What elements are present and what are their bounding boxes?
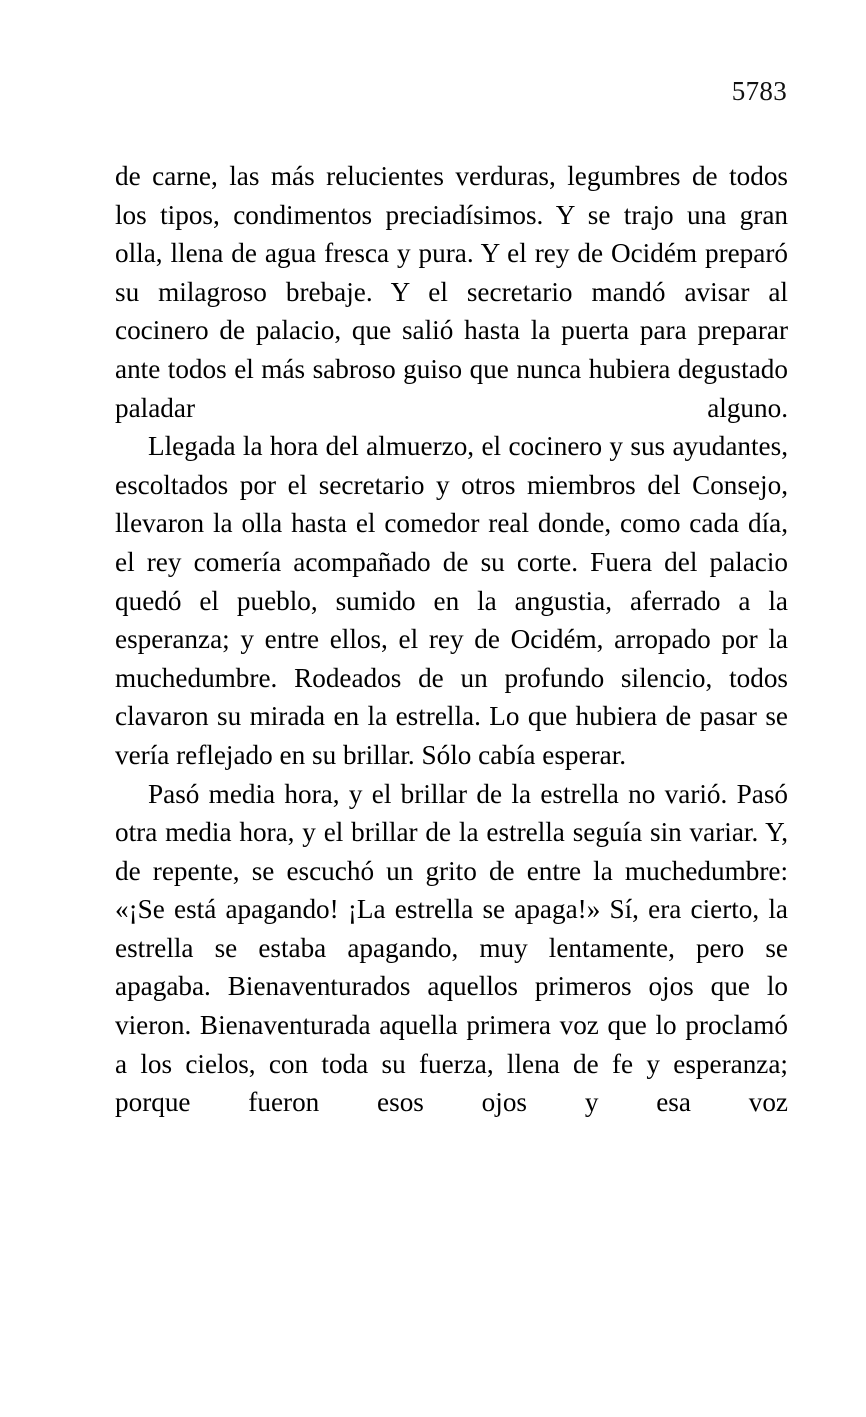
paragraph-1: de carne, las más relucientes verduras, legumbres de todos los tipos, condimentos preciadísimos. Y se trajo una gran olla, llena de agua fresca y pura. Y el rey de Ocidém preparó su milagroso brebaje. Y el secretario mandó avisar al cocinero de palacio, que salió hasta la puerta para preparar ante todos el más sabroso guiso que nunca hubiera degustado paladar alguno.	[115, 161, 788, 423]
page-number: 5783	[731, 76, 787, 106]
paragraph-3: Pasó media hora, y el brillar de la estrella no varió. Pasó otra media hora, y el brillar de la estrella seguía sin variar. Y, de repente, se escuchó un grito de entre la muchedumbre: «¡Se está apagando! ¡La estrella se apaga!» Sí, era cierto, la estrella se estaba apagando, muy lentamente, pero se apagaba. Bienaventurados aquellos primeros ojos que lo vieron. Bienaventurada aquella primera voz que lo proclamó a los cielos, con toda su fuerza, llena de fe y esperanza; porque fueron esos ojos y esa voz	[115, 778, 788, 1118]
body-text-column	[115, 157, 788, 1122]
paragraph-2: Llegada la hora del almuerzo, el cocinero y sus ayudantes, escoltados por el secretario y otros miembros del Consejo, llevaron la olla hasta el comedor real donde, como cada día, el rey comería acompañado de su corte. Fuera del palacio quedó el pueblo, sumido en la angustia, aferrado a la esperanza; y entre ellos, el rey de Ocidém, arropado por la muchedumbre. Rodeados de un profundo silencio, todos clavaron su mirada en la estrella. Lo que hubiera de pasar se vería reflejado en su brillar. Sólo cabía esperar.	[115, 431, 788, 770]
page-header	[115, 78, 787, 105]
